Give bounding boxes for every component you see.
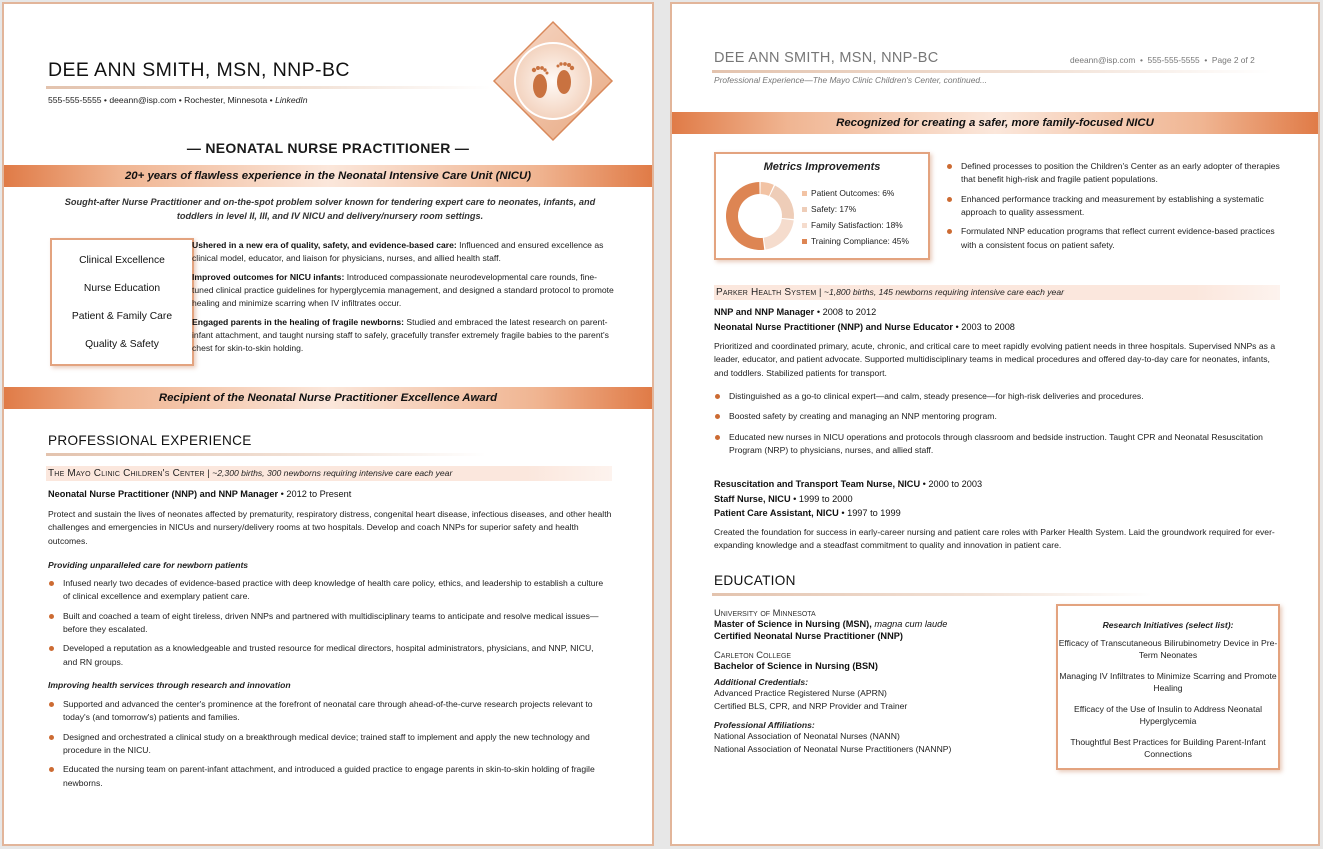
location: Rochester, Minnesota <box>184 95 268 105</box>
list-item: Formulated NNP education programs that reflect current evidence-based practices with a consistent focus on patient safety. <box>946 225 1290 252</box>
list-item: Supported and advanced the center's prominence at the forefront of neonatal care through ahead-of-the-curve research projects relevant to today's (and tomorrow's) patients and families. <box>48 698 608 725</box>
list-item: Educated the nursing team on parent-infant attachment, and introduced a guided practice to engage parents in skin-to-skin holding of fragile newborns. <box>48 763 608 790</box>
list-item: Developed a reputation as a knowledgeable and trusted resource for medical directors, hospital administrators, physicians, and NNP, NICU, and RN groups. <box>48 642 608 669</box>
employer-bar: Parker Health System | ~1,800 births, 145 newborns requiring intensive care each year <box>714 285 1280 300</box>
donut-chart <box>722 178 798 254</box>
role-summary: Created the foundation for success in early-career nursing and patient care roles with Parker Health System. Laid the groundwork required for ever-expanding knowledge and a steadfast commitment to quality and innovation in patient care. <box>714 527 1275 551</box>
employer-name: Parker Health System <box>716 287 817 298</box>
continued-note: Professional Experience—The Mayo Clinic Children's Center, continued... <box>714 75 987 85</box>
role-title: NNP and NNP Manager • 2008 to 2012 <box>714 307 877 317</box>
list-item: Built and coached a team of eight tireless, driven NNPs and partnered with multidisciplinary teams to anticipate and resolve medical issues—before they escalated. <box>48 610 608 637</box>
metrics-bullets <box>946 160 1290 258</box>
employer-bar: The Mayo Clinic Children's Center | ~2,300 births, 300 newborns requiring intensive care each year <box>46 466 612 481</box>
bullet-list <box>48 577 608 675</box>
header-name: DEE ANN SMITH, MSN, NNP-BC <box>714 50 939 66</box>
subheading: Providing unparalleled care for newborn patients <box>48 560 249 570</box>
research-heading: Research Initiatives (select list): <box>1102 620 1234 630</box>
skill-item: Quality & Safety <box>85 338 159 350</box>
intro-summary: Sought-after Nurse Practitioner and on-the-spot problem solver known for tendering expert care to neonates, infants, and toddlers in level II, III, and IV NICU and delivery/nursery room settings. <box>64 197 596 222</box>
job-title: — NEONATAL NURSE PRACTITIONER — <box>186 140 470 156</box>
credentials-heading: Additional Credentials: <box>714 677 809 687</box>
section-title-education: EDUCATION <box>714 573 796 588</box>
legend-swatch <box>802 239 807 244</box>
chart-title: Metrics Improvements <box>763 161 881 173</box>
legend-label: Safety: 17% <box>811 204 857 214</box>
list-item: Infused nearly two decades of evidence-based practice with deep knowledge of health care policy, ethics, and leadership to establish a culture of clinical excellence and exemplary patient care. <box>48 577 608 604</box>
role-title: Resuscitation and Transport Team Nurse, NICU • 2000 to 2003 <box>714 479 983 489</box>
skill-item: Clinical Excellence <box>79 254 165 266</box>
donut-slice <box>726 182 764 250</box>
employer-name: The Mayo Clinic Children's Center <box>48 468 205 479</box>
skill-item: Patient & Family Care <box>71 310 173 322</box>
resume-page-1 <box>2 2 654 846</box>
legend-swatch <box>802 207 807 212</box>
highlight-item: Improved outcomes for NICU infants: Introduced compassionate neurodevelopmental care rounds, fine-tuned clinical practice guidelines for hyperglycemia management, and designed a standard protocol to promote healing and minimize scarring when IV infiltrates occur. <box>192 271 614 309</box>
employer-note: ~2,300 births, 300 newborns requiring intensive care each year <box>212 468 453 478</box>
candidate-name: DEE ANN SMITH, MSN, NNP-BC <box>48 59 350 81</box>
list-item: Educated new nurses in NICU operations and protocols through classroom and bedside instruction. Taught CPR and Neonatal Resuscitation Program (NRP) to physicians, nurses, and allied staff. <box>714 431 1274 458</box>
degree: Certified Neonatal Nurse Practitioner (NNP) <box>714 631 903 641</box>
role-summary: Prioritized and coordinated primary, acute, chronic, and critical care to meet rapidly evolving patient needs in three hospitals. Supervised NNPs as a leader, educator, and patient advocate. Supported multidisciplinary teams in medical procedures and offered day-to-day care for neonates, infants, and toddlers. Stabilized patients for transport. <box>714 341 1276 378</box>
highlights <box>192 239 618 361</box>
school-name: University of Minnesota <box>714 607 816 618</box>
skill-item: Nurse Education <box>83 282 161 294</box>
metrics-chart-box <box>714 152 930 260</box>
legend-label: Training Compliance: 45% <box>811 236 909 246</box>
affiliation-item: National Association of Neonatal Nurses (NANN) <box>714 730 900 741</box>
credential-item: Certified BLS, CPR, and NRP Provider and Trainer <box>714 701 908 712</box>
research-item: Thoughtful Best Practices for Building Parent-Infant Connections <box>1070 736 1266 760</box>
role-title: Neonatal Nurse Practitioner (NNP) and NNP Manager • 2012 to Present <box>48 489 352 499</box>
resume-page-2 <box>670 2 1320 846</box>
role-title: Neonatal Nurse Practitioner (NNP) and Nurse Educator • 2003 to 2008 <box>714 322 1015 332</box>
header-contact: deeann@isp.com • 555-555-5555 • Page 2 of 2 <box>1070 55 1255 65</box>
research-item: Efficacy of Transcutaneous Bilirubinometry Device in Pre-Term Neonates <box>1058 638 1278 661</box>
research-item: Managing IV Infiltrates to Minimize Scarring and Promote Healing <box>1059 670 1277 694</box>
legend-label: Family Satisfaction: 18% <box>811 220 903 230</box>
award-banner: Recipient of the Neonatal Nurse Practitioner Excellence Award <box>4 387 652 409</box>
recognition-banner: Recognized for creating a safer, more family-focused NICU <box>672 112 1318 134</box>
bullet-list <box>714 390 1274 463</box>
list-item: Enhanced performance tracking and measurement by establishing a systematic approach to quality assessment. <box>946 193 1290 220</box>
school-name: Carleton College <box>714 649 792 660</box>
degree: Master of Science in Nursing (MSN), magna cum laude <box>714 619 948 629</box>
affiliation-item: National Association of Neonatal Nurse Practitioners (NANNP) <box>714 743 952 754</box>
section-title-experience: PROFESSIONAL EXPERIENCE <box>48 433 252 448</box>
list-item: Designed and orchestrated a clinical study on a breakthrough medical device; trained staff to implement and apply the new technology and procedure in the NICU. <box>48 731 608 758</box>
section-rule <box>712 593 1152 596</box>
education-list <box>714 607 1054 756</box>
footprints-logo <box>492 20 614 142</box>
highlight-item: Engaged parents in the healing of fragile newborns: Studied and embraced the latest research on parent-infant attachment, and taught nursing staff to safely, gracefully transfer extremely fragile babies to the parent's chest for skin-to-skin holding. <box>192 316 609 354</box>
role-summary: Protect and sustain the lives of neonates affected by prematurity, respiratory distress, congenital heart disease, infectious diseases, and other health challenges and emergencies in NICUs and nursery/delivery rooms at two hospitals. Develop and coach NNPs for superior safety and health outcomes. <box>48 509 612 546</box>
donut-slice <box>770 186 794 220</box>
research-box <box>1056 604 1280 770</box>
linkedin-link[interactable]: LinkedIn <box>275 95 308 105</box>
role-title: Staff Nurse, NICU • 1999 to 2000 <box>714 494 853 504</box>
skills-box <box>50 238 194 366</box>
degree: Bachelor of Science in Nursing (BSN) <box>714 661 878 671</box>
employer-note: ~1,800 births, 145 newborns requiring intensive care each year <box>823 287 1064 297</box>
email-link[interactable]: deeann@isp.com <box>109 95 177 105</box>
research-item: Efficacy of the Use of Insulin to Address Neonatal Hyperglycemia <box>1073 703 1263 727</box>
list-item: Boosted safety by creating and managing an NNP mentoring program. <box>714 410 1274 423</box>
bullet-list <box>48 698 608 796</box>
legend-item <box>802 220 909 230</box>
chart-legend <box>802 188 909 252</box>
affiliations-heading: Professional Affiliations: <box>714 719 815 730</box>
header-rule <box>712 70 1272 73</box>
legend-item <box>802 236 909 246</box>
experience-banner: 20+ years of flawless experience in the Neonatal Intensive Care Unit (NICU) <box>4 165 652 187</box>
highlight-item: Ushered in a new era of quality, safety, and evidence-based care: Influenced and ensured excellence as clinical model, educator, and liaison for physicians, nurses, and allied health staff. <box>192 240 604 264</box>
legend-item <box>802 204 909 214</box>
header-rule <box>46 86 491 89</box>
legend-label: Patient Outcomes: 6% <box>811 188 895 198</box>
list-item: Defined processes to position the Children's Center as an early adopter of therapies that benefit high-risk and fragile patient populations. <box>946 160 1290 187</box>
legend-swatch <box>802 191 807 196</box>
phone: 555-555-5555 <box>48 95 102 105</box>
contact-line: 555-555-5555 • deeann@isp.com • Rochester, Minnesota • LinkedIn <box>48 95 308 105</box>
legend-item <box>802 188 909 198</box>
legend-swatch <box>802 223 807 228</box>
credential-item: Advanced Practice Registered Nurse (APRN) <box>714 688 887 698</box>
list-item: Distinguished as a go-to clinical expert—and calm, steady presence—for high-risk deliveries and procedures. <box>714 390 1274 403</box>
role-title: Patient Care Assistant, NICU • 1997 to 1999 <box>714 508 901 518</box>
subheading: Improving health services through research and innovation <box>48 680 291 690</box>
section-rule <box>46 453 486 456</box>
donut-slice <box>764 219 794 250</box>
